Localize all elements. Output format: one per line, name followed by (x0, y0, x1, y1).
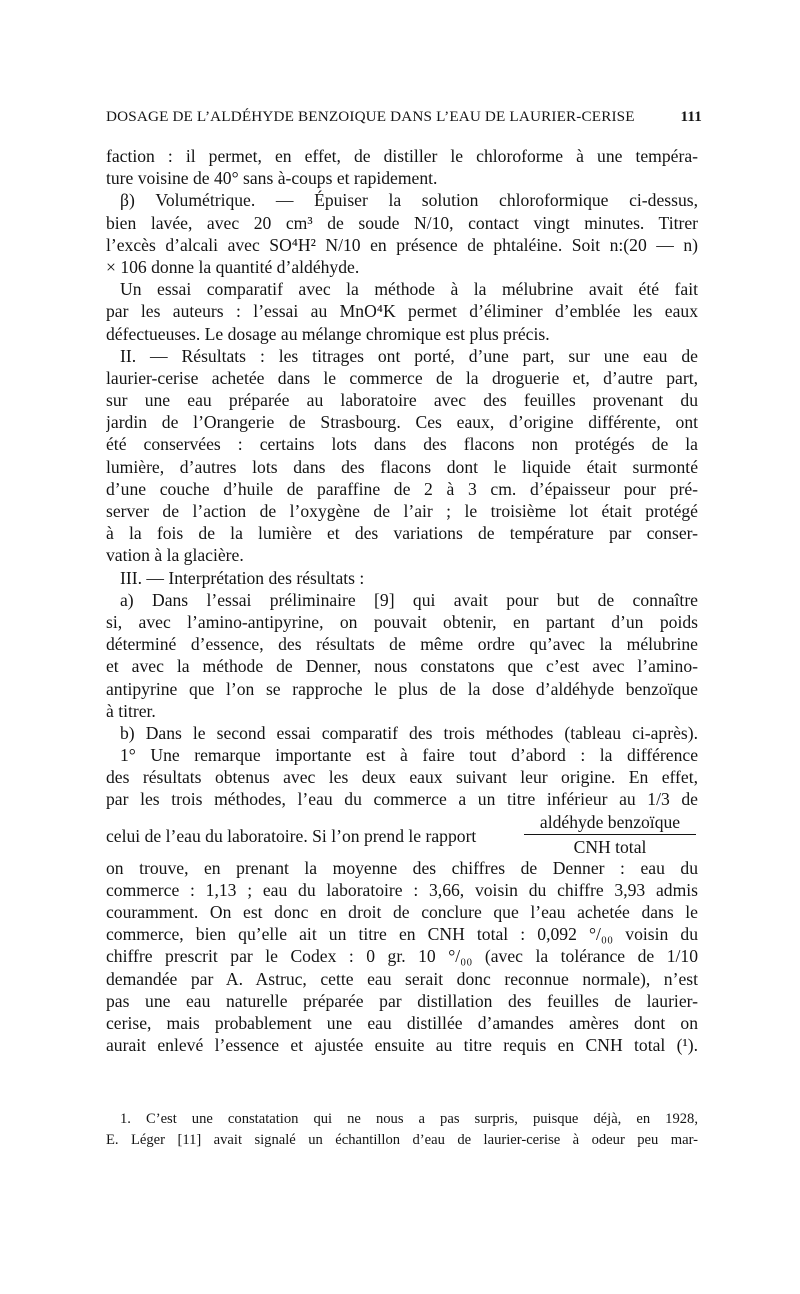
text-line: vation à la glacière. (106, 545, 244, 566)
footnote (106, 1109, 698, 1151)
text-line: server de l’action de l’oxygène de l’air ; le troisième lot était protégé (106, 501, 698, 521)
text-line: commerce, bien qu’elle ait un titre en CNH total : 0,092 °/₀₀ voisin du (106, 924, 698, 945)
text-line: chiffre prescrit par le Codex : 0 gr. 10 °/₀₀ (avec la tolérance de 1/10 (106, 946, 698, 967)
ratio-fraction (524, 811, 696, 857)
text-line: couramment. On est donc en droit de conclure que l’eau achetée dans le (106, 902, 698, 922)
text-line: ture voisine de 40° sans à-coups et rapidement. (106, 168, 438, 189)
section-heading: III. — Interprétation des résultats : (120, 567, 365, 588)
text-line: β) Volumétrique. — Épuiser la solution chloroformique ci-dessus, (120, 190, 698, 211)
text-line: d’une couche d’huile de paraffine de 2 à 3 cm. d’épaisseur pour pré- (106, 478, 698, 499)
fraction-line (106, 811, 698, 857)
text-line: et avec la méthode de Denner, nous constatons que c’est avec l’amino- (106, 656, 698, 677)
text-line: été conservées : certains lots dans des flacons non protégés de la (106, 434, 698, 455)
text-line: commerce : 1,13 ; eau du laboratoire : 3,66, voisin du chiffre 3,93 admis (106, 879, 698, 900)
text-line: faction : il permet, en effet, de distiller le chloroforme à une tempéra- (106, 146, 698, 166)
text-line: si, avec l’amino-antipyrine, on pouvait obtenir, en partant d’un poids (106, 611, 698, 632)
text-line: × 106 donne la quantité d’aldéhyde. (106, 256, 360, 277)
text-line: on trouve, en prenant la moyenne des chiffres de Denner : eau du (106, 857, 698, 878)
text-line: à la fois de la lumière et des variations de température par conser- (106, 523, 698, 544)
text-line: celui de l’eau du laboratoire. Si l’on prend le rapport (106, 825, 477, 846)
footnote-line: E. Léger [11] avait signalé un échantillon d’eau de laurier-cerise à odeur peu mar- (106, 1132, 698, 1148)
text-line: pas une eau naturelle préparée par distillation des feuilles de laurier- (106, 990, 698, 1011)
text-line: défectueuses. Le dosage au mélange chromique est plus précis. (106, 323, 550, 344)
fraction-denominator: CNH total (573, 836, 647, 857)
page-number: 111 (680, 108, 702, 125)
text-line: jardin de l’Orangerie de Strasbourg. Ces eaux, d’origine différente, ont (106, 412, 698, 433)
text-line: aurait enlevé l’essence et ajustée ensuite au titre requis en CNH total (¹). (106, 1035, 698, 1056)
text-line: à titrer. (106, 700, 156, 721)
text-line: antipyrine que l’on se rapproche le plus de la dose d’aldéhyde benzoïque (106, 678, 698, 699)
text-line: II. — Résultats : les titrages ont porté, d’une part, sur une eau de (120, 345, 698, 366)
running-header (106, 106, 702, 126)
body-text (106, 145, 698, 1056)
text-line: par les auteurs : l’essai au MnO⁴K permet d’éliminer d’emblée les eaux (106, 301, 698, 322)
text-line: laurier-cerise achetée dans le commerce de la droguerie et, d’autre part, (106, 367, 698, 388)
text-line: cerise, mais probablement une eau distillée d’amandes amères dont on (106, 1012, 698, 1033)
text-line: demandée par A. Astruc, cette eau serait donc reconnue normale), n’est (106, 968, 698, 989)
text-line: l’excès d’alcali avec SO⁴H² N/10 en présence de phtaléine. Soit n:(20 — n) (106, 234, 698, 255)
fraction-numerator: aldéhyde benzoïque (524, 811, 696, 835)
text-line: a) Dans l’essai préliminaire [9] qui avait pour but de connaître (120, 589, 698, 610)
footnote-line: 1. C’est une constatation qui ne nous a pas surpris, puisque déjà, en 1928, (120, 1111, 698, 1127)
text-line: 1° Une remarque importante est à faire tout d’abord : la différence (120, 745, 698, 766)
text-line: sur une eau préparée au laboratoire avec des feuilles provenant du (106, 390, 698, 411)
running-title: DOSAGE DE L’ALDÉHYDE BENZOIQUE DANS L’EAU DE LAURIER-CERISE (106, 108, 635, 125)
text-line: bien lavée, avec 20 cm³ de soude N/10, contact vingt minutes. Titrer (106, 212, 698, 233)
text-line: par les trois méthodes, l’eau du commerce a un titre inférieur au 1/3 de (106, 789, 698, 810)
text-line: des résultats obtenus avec les deux eaux suivant leur origine. En effet, (106, 767, 698, 788)
text-line: lumière, d’autres lots dans des flacons dont le liquide était surmonté (106, 456, 698, 477)
text-line: Un essai comparatif avec la méthode à la mélubrine avait été fait (120, 279, 698, 300)
text-line: b) Dans le second essai comparatif des trois méthodes (tableau ci-après). (120, 722, 698, 743)
text-line: déterminé d’essence, des résultats de même ordre qu’avec la mélubrine (106, 634, 698, 655)
